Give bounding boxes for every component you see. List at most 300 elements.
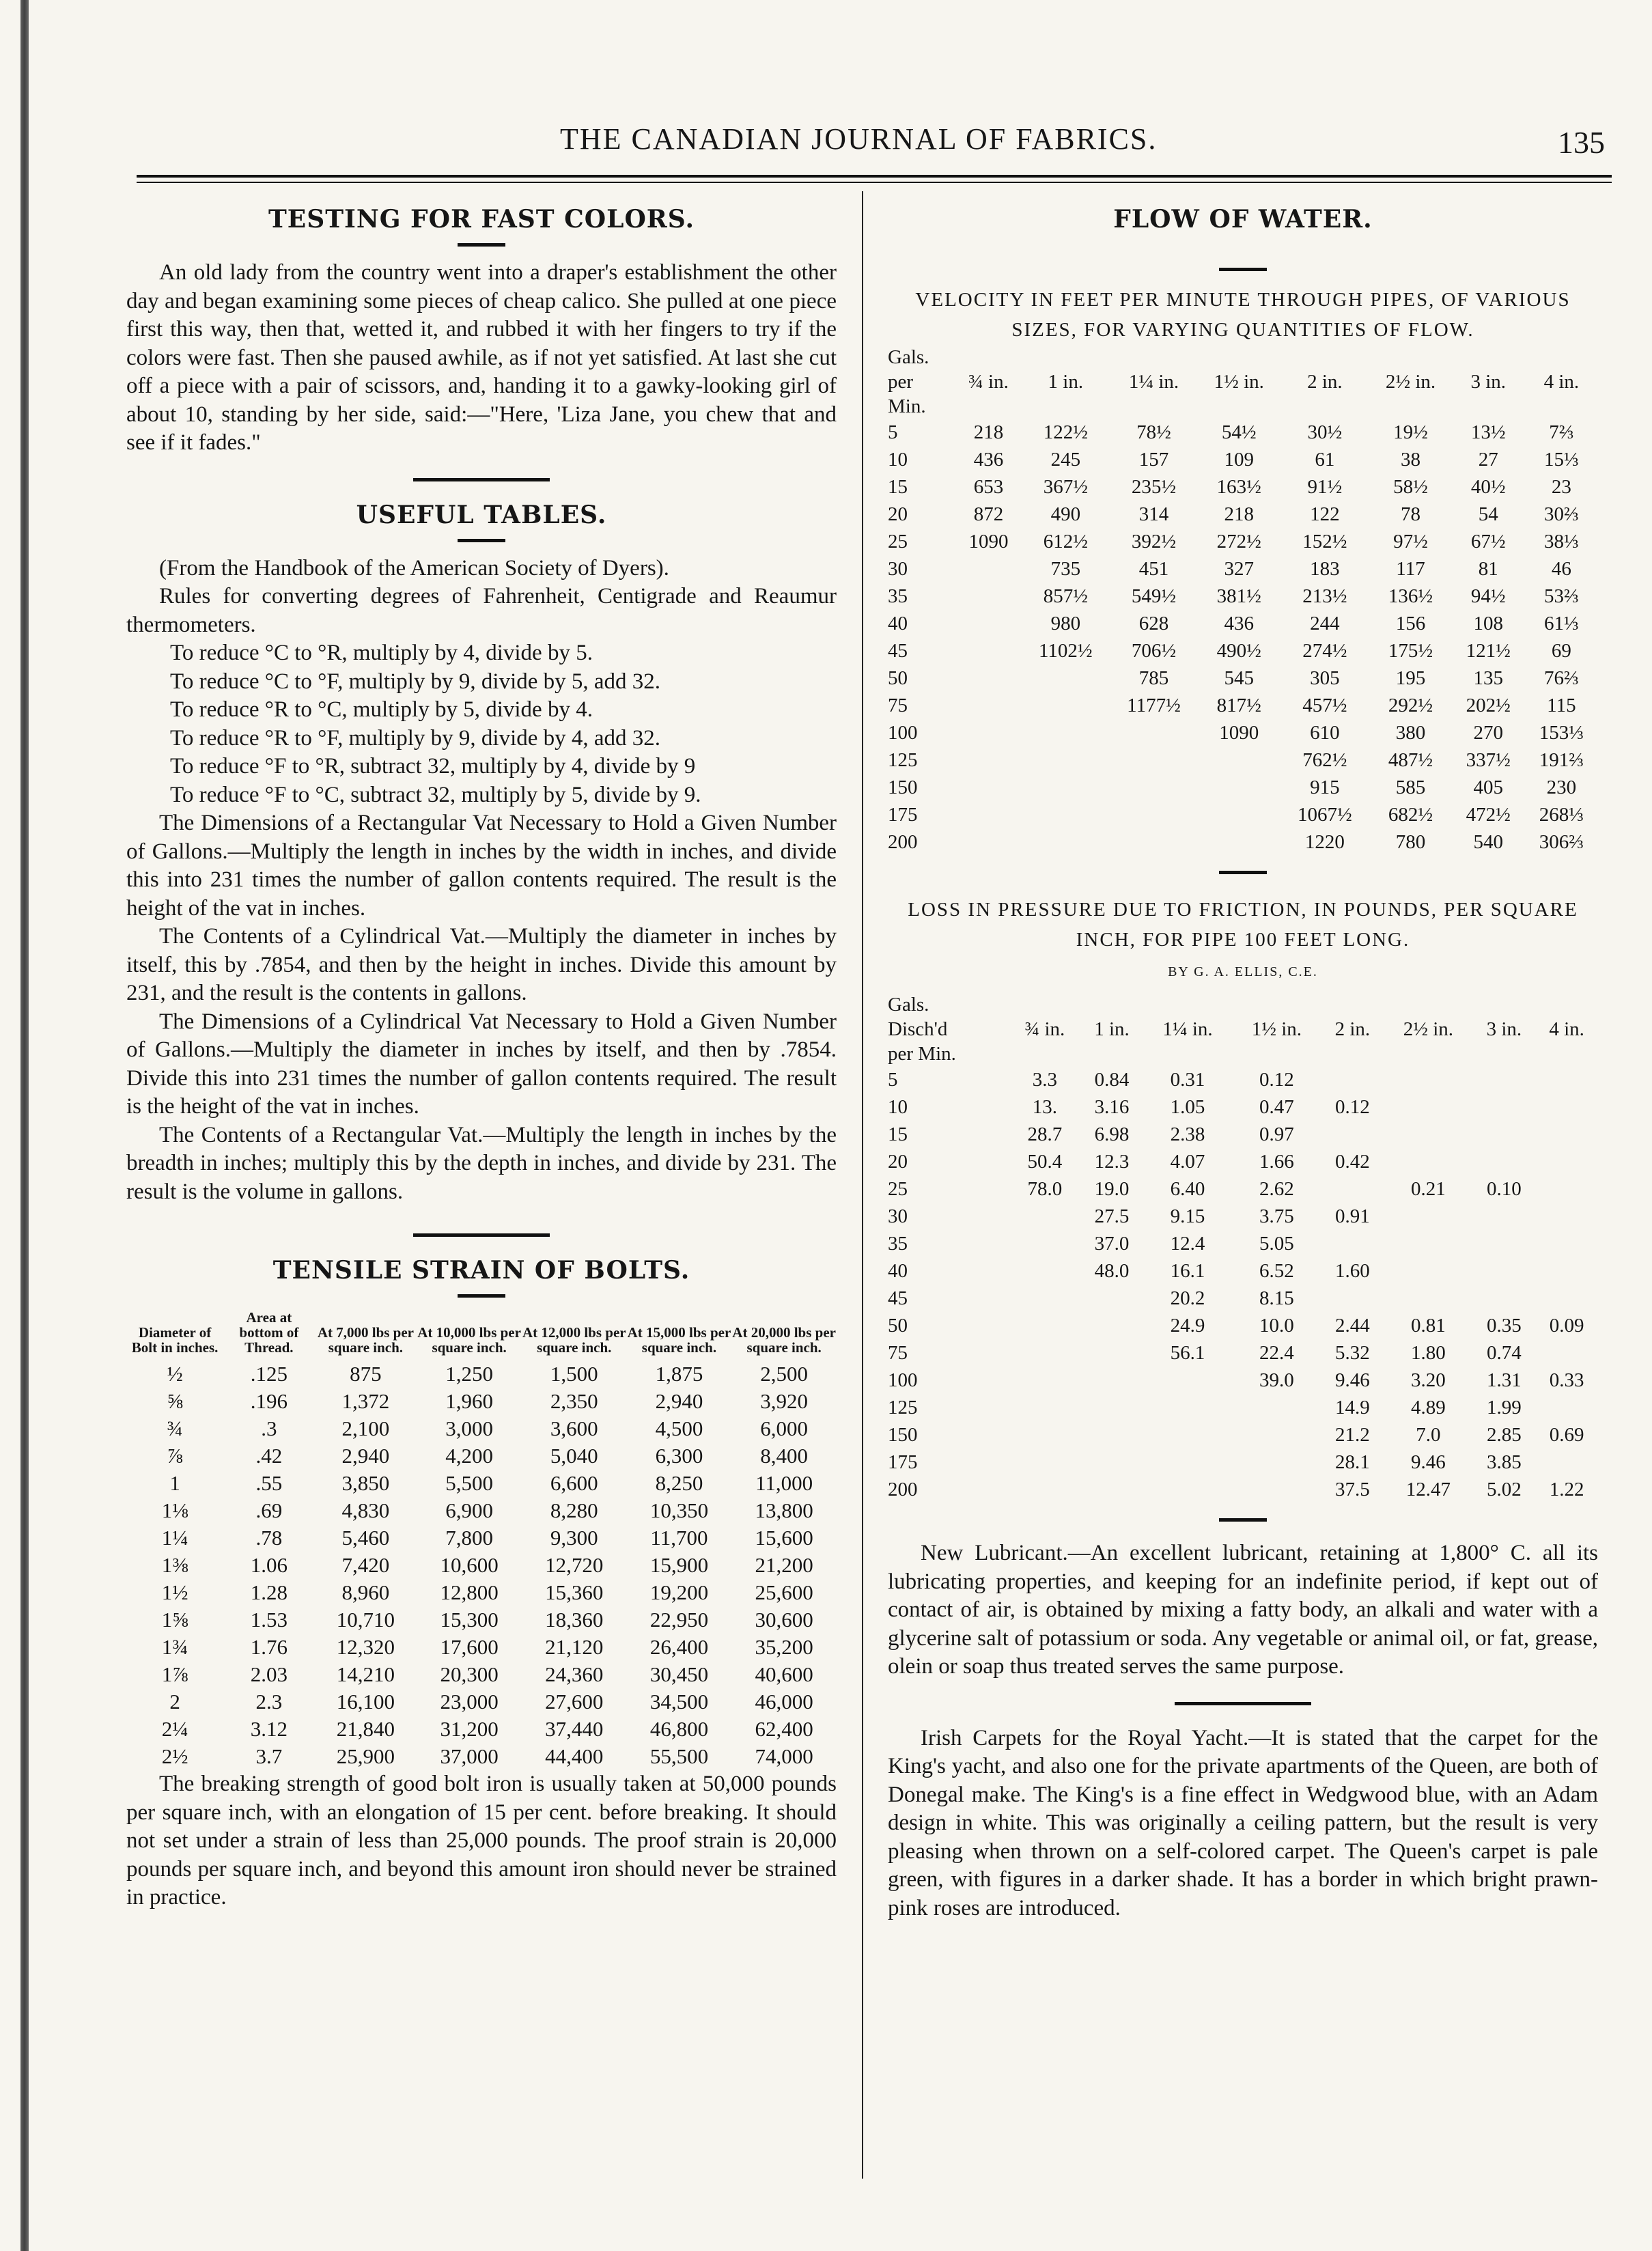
bolt-cell: 10,600	[440, 1553, 499, 1577]
bolt-cell: 4,500	[655, 1416, 703, 1440]
loss-row	[888, 1476, 1598, 1503]
loss-cell: 14.9	[1334, 1397, 1370, 1418]
flow-cell: 30½	[1307, 421, 1343, 443]
bolt-cell: 7,420	[341, 1553, 390, 1577]
flow-gallons-cell: 50	[888, 667, 908, 689]
loss-cell: 6.40	[1170, 1178, 1205, 1200]
flow-cell: 1090	[1219, 722, 1259, 744]
loss-cell: 16.1	[1170, 1260, 1205, 1282]
loss-cell	[1384, 1121, 1472, 1148]
loss-cell	[1321, 1285, 1384, 1312]
flow-cell: 108	[1473, 613, 1503, 634]
loss-cell	[1535, 1175, 1598, 1203]
flow-cell: 380	[1395, 722, 1426, 744]
flow-cell	[1022, 692, 1110, 719]
title-dash	[1219, 268, 1267, 271]
flow-cell: 367½	[1043, 476, 1088, 498]
loss-gallons-cell: 35	[888, 1233, 908, 1255]
bolt-cell: 3,850	[341, 1471, 390, 1495]
loss-cell: 3.3	[1032, 1069, 1057, 1091]
testing-article	[126, 205, 837, 458]
loss-row	[888, 1148, 1598, 1175]
loss-cell	[1143, 1367, 1232, 1394]
flow-gallons-cell: 35	[888, 585, 908, 607]
loss-cell: 6.98	[1094, 1123, 1130, 1145]
bolt-cell: 11,000	[755, 1471, 813, 1495]
loss-cell	[1009, 1312, 1081, 1339]
flow-cell: 218	[1224, 503, 1254, 525]
loss-cell	[1143, 1449, 1232, 1476]
flow-cell: 7⅔	[1549, 421, 1574, 443]
bolt-col-header: At 10,000 lbs per square inch.	[417, 1324, 521, 1356]
bolt-cell: 3,600	[550, 1416, 598, 1440]
bolt-cell: 8,400	[760, 1444, 809, 1468]
flow-cell	[955, 746, 1022, 774]
flow-cell: 183	[1310, 558, 1340, 580]
loss-cell	[1321, 1175, 1384, 1203]
loss-cell: 37.0	[1094, 1233, 1130, 1255]
loss-cell: 1.22	[1549, 1479, 1584, 1500]
flow-cell: 706½	[1131, 640, 1177, 662]
loss-cell	[1080, 1394, 1143, 1421]
flow-cell: 585	[1395, 777, 1426, 798]
loss-row	[888, 1394, 1598, 1421]
loss-cell: 5.32	[1334, 1342, 1370, 1364]
flow-cell: 218	[973, 421, 1004, 443]
flow-cell	[1110, 801, 1198, 828]
flow-cell	[1198, 774, 1280, 801]
loss-cell: 0.31	[1170, 1069, 1205, 1091]
loss-cell: 3.85	[1487, 1451, 1522, 1473]
loss-cell	[1080, 1285, 1143, 1312]
loss-size-header	[888, 1017, 1598, 1041]
testing-text: An old lady from the country went into a draper's establishment the other day and began examining some pieces of cheap calico. She pulled at one piece first this way, then that, wetted it, and rubbed it with her fingers to try if the colors were fast. Then she paused awhile, as if not yet satisfied. At last she cut off a piece with a pair of scissors, and, handing it to a gawky-looking girl of about 10, standing by her side, said:—"Here, 'Liza Jane, you chew that and see if it fades."	[126, 260, 837, 455]
loss-row	[888, 1421, 1598, 1449]
flow-cell: 94½	[1470, 585, 1506, 607]
loss-cell	[1009, 1394, 1081, 1421]
flow-cell: 540	[1473, 831, 1503, 853]
loss-cell: 0.97	[1259, 1123, 1294, 1145]
bolt-row	[126, 1716, 837, 1743]
conversion-rule: To reduce °R to °F, multiply by 9, divide by 4, add 32.	[170, 725, 661, 751]
flow-cell: 735	[1050, 558, 1081, 580]
flow-cell	[1022, 665, 1110, 692]
header-rule	[137, 175, 1612, 178]
flow-gallons-cell: 150	[888, 777, 918, 798]
flow-cell	[1022, 828, 1110, 856]
loss-gallons-cell: 5	[888, 1069, 898, 1091]
loss-cell	[1535, 1093, 1598, 1121]
flow-cell	[1022, 801, 1110, 828]
flow-cell: 91½	[1307, 476, 1343, 498]
loss-cell: 3.75	[1259, 1205, 1294, 1227]
bolt-row	[126, 1634, 837, 1661]
flow-row	[888, 419, 1598, 446]
loss-cell: 0.74	[1487, 1342, 1522, 1364]
flow-gallons-cell: 5	[888, 421, 898, 443]
flow-cell	[1198, 828, 1280, 856]
flow-cell: 54	[1478, 503, 1498, 525]
bolt-cell: 10,350	[649, 1498, 709, 1522]
loss-cell: 20.2	[1170, 1287, 1205, 1309]
flow-cell: 202½	[1466, 695, 1511, 716]
flow-cell: 152½	[1302, 531, 1347, 553]
bolt-cell: 6,600	[550, 1471, 598, 1495]
bolt-cell: 15,360	[545, 1580, 604, 1604]
loss-cell: 3.16	[1094, 1096, 1130, 1118]
loss-row	[888, 1203, 1598, 1230]
loss-cell: 2.85	[1487, 1424, 1522, 1446]
flow-cell: 872	[973, 503, 1004, 525]
loss-cell	[1080, 1367, 1143, 1394]
loss-gallons-cell: 125	[888, 1397, 918, 1418]
bolt-cell: 1⅜	[161, 1553, 188, 1577]
loss-cell	[1321, 1066, 1384, 1093]
loss-cell	[1535, 1339, 1598, 1367]
loss-cell	[1009, 1203, 1081, 1230]
loss-cell: 1.99	[1487, 1397, 1522, 1418]
bolt-cell: 3,920	[760, 1389, 809, 1413]
loss-cell: 0.12	[1259, 1069, 1294, 1091]
bolt-cell: 8,960	[341, 1580, 390, 1604]
flow-cell: 69	[1551, 640, 1571, 662]
loss-gallons-cell: 10	[888, 1096, 908, 1118]
loss-gallons-cell: 20	[888, 1151, 908, 1173]
bolt-cell: 1.53	[250, 1608, 288, 1632]
loss-cell: 37.5	[1334, 1479, 1370, 1500]
flow-cell	[1110, 719, 1198, 746]
bolt-col-header: Diameter of Bolt in inches.	[131, 1324, 219, 1356]
useful-source: (From the Handbook of the American Society of Dyers).	[159, 555, 669, 581]
conversion-rule: To reduce °R to °C, multiply by 5, divide by 4.	[170, 697, 593, 722]
loss-row	[888, 1230, 1598, 1257]
flow-cell: 272½	[1216, 531, 1261, 553]
loss-cell: 78.0	[1027, 1178, 1063, 1200]
bolt-cell: 16,100	[336, 1690, 395, 1714]
bolt-cell: 1.76	[250, 1635, 288, 1659]
bolt-cell: 37,000	[440, 1744, 499, 1768]
bolt-row	[126, 1661, 837, 1688]
loss-cell	[1535, 1449, 1598, 1476]
bolt-cell: ⅝	[167, 1389, 183, 1413]
loss-cell: 9.46	[1334, 1369, 1370, 1391]
bolt-cell: 8,280	[550, 1498, 598, 1522]
bolt-cell: 2.03	[250, 1662, 288, 1686]
loss-cell: 0.81	[1411, 1315, 1446, 1337]
loss-cell	[1384, 1093, 1472, 1121]
loss-cell: 7.0	[1416, 1424, 1441, 1446]
flow-size-header: 2½ in.	[1385, 371, 1436, 393]
page-number: 135	[1558, 125, 1605, 160]
flow-cell	[955, 692, 1022, 719]
loss-cell: 1.66	[1259, 1151, 1294, 1173]
flow-row	[888, 719, 1598, 746]
loss-cell	[1232, 1421, 1321, 1449]
loss-size-header: ¾ in.	[1024, 1018, 1065, 1040]
tensile-article	[126, 1256, 837, 1912]
bolt-cell: 5,460	[341, 1526, 390, 1550]
bolt-cell: 1¾	[161, 1635, 188, 1659]
bolt-cell: 22,950	[649, 1608, 709, 1632]
loss-cell: 12.47	[1405, 1479, 1451, 1500]
flow-cell: 490½	[1216, 640, 1261, 662]
loss-cell: 2.44	[1334, 1315, 1370, 1337]
loss-cell: 22.4	[1259, 1342, 1294, 1364]
bolt-row	[126, 1388, 837, 1415]
loss-cell: 19.0	[1094, 1178, 1130, 1200]
loss-row	[888, 1285, 1598, 1312]
loss-cell: 2.38	[1170, 1123, 1205, 1145]
bolt-cell: 30,600	[755, 1608, 813, 1632]
flow-min-row	[888, 394, 1598, 419]
flow-cell: 117	[1396, 558, 1425, 580]
flow-row	[888, 528, 1598, 555]
bolt-cell: 23,000	[440, 1690, 499, 1714]
bolt-cell: 20,300	[440, 1662, 499, 1686]
loss-cell	[1232, 1394, 1321, 1421]
loss-gallons-cell: 50	[888, 1315, 908, 1337]
flow-article	[888, 205, 1598, 856]
loss-cell	[1143, 1421, 1232, 1449]
bolt-cell: 7,800	[445, 1526, 493, 1550]
bolt-cell: 14,210	[336, 1662, 395, 1686]
flow-row	[888, 637, 1598, 665]
flow-cell: 136½	[1388, 585, 1433, 607]
flow-cell: 274½	[1302, 640, 1347, 662]
loss-cell: 1.60	[1334, 1260, 1370, 1282]
flow-min-label: Min.	[888, 395, 926, 417]
loss-cell	[1080, 1339, 1143, 1367]
loss-cell: 4.07	[1170, 1151, 1205, 1173]
flow-cell: 235½	[1131, 476, 1177, 498]
bolt-cell: 15,900	[649, 1553, 709, 1577]
flow-cell: 61⅓	[1544, 613, 1579, 634]
loss-cell	[1384, 1203, 1472, 1230]
flow-cell: 305	[1310, 667, 1340, 689]
bolt-cell: 21,120	[545, 1635, 604, 1659]
bolt-cell: 5,500	[445, 1471, 493, 1495]
bolt-cell: 1¼	[161, 1526, 188, 1550]
loss-cell	[1535, 1203, 1598, 1230]
loss-cell	[1009, 1476, 1081, 1503]
flow-row	[888, 665, 1598, 692]
flow-row	[888, 610, 1598, 637]
flow-gallons-cell: 20	[888, 503, 908, 525]
flow-row	[888, 501, 1598, 528]
flow-gallons-cell: 200	[888, 831, 918, 853]
flow-gals-row	[888, 345, 1598, 369]
bolt-cell: 1	[169, 1471, 180, 1495]
bolt-cell: 1⅝	[161, 1608, 188, 1632]
loss-size-header: 1½ in.	[1251, 1018, 1302, 1040]
bolt-cell: 2,940	[655, 1389, 703, 1413]
loss-row	[888, 1257, 1598, 1285]
bolt-cell: 10,710	[336, 1608, 395, 1632]
flow-cell	[955, 610, 1022, 637]
flow-cell: 785	[1138, 667, 1169, 689]
bolt-cell: 6,000	[760, 1416, 809, 1440]
flow-cell: 270	[1473, 722, 1503, 744]
loss-cell: 5.05	[1259, 1233, 1294, 1255]
bolt-cell: 37,440	[545, 1717, 604, 1741]
flow-cell: 38	[1401, 449, 1421, 471]
loss-table-body	[888, 1066, 1598, 1503]
flow-row	[888, 446, 1598, 473]
flow-table	[888, 345, 1598, 856]
flow-row	[888, 801, 1598, 828]
flow-cell	[1022, 719, 1110, 746]
bolt-cell: 25,900	[336, 1744, 395, 1768]
flow-cell: 76⅔	[1544, 667, 1579, 689]
flow-cell: 327	[1224, 558, 1254, 580]
loss-gallons-cell: 100	[888, 1369, 918, 1391]
flow-cell: 78	[1401, 503, 1421, 525]
bolt-cell: 4,200	[445, 1444, 493, 1468]
flow-cell	[1198, 746, 1280, 774]
flow-cell: 23	[1551, 476, 1571, 498]
bolt-cell: .3	[261, 1416, 277, 1440]
flow-cell	[955, 583, 1022, 610]
flow-cell: 157	[1138, 449, 1169, 471]
loss-cell	[1321, 1121, 1384, 1148]
section-dash	[1219, 871, 1267, 874]
bolt-cell: 31,200	[440, 1717, 499, 1741]
bolt-cell: 2,500	[760, 1362, 809, 1386]
bolt-col-header: At 20,000 lbs per square inch.	[732, 1324, 836, 1356]
flow-cell	[1198, 801, 1280, 828]
bolt-cell: .196	[250, 1389, 288, 1413]
bolt-cell: 24,360	[545, 1662, 604, 1686]
bolt-cell: 62,400	[755, 1717, 813, 1741]
loss-cell	[1009, 1285, 1081, 1312]
bolt-cell: 1,875	[655, 1362, 703, 1386]
loss-cell: 8.15	[1259, 1287, 1294, 1309]
loss-gallons-cell: 200	[888, 1479, 918, 1500]
loss-cell	[1473, 1148, 1536, 1175]
bolt-cell: 12,320	[336, 1635, 395, 1659]
flow-cell	[1110, 774, 1198, 801]
loss-cell: 0.84	[1094, 1069, 1130, 1091]
rect-vat-contents: The Contents of a Rectangular Vat.—Multiply the length in inches by the breadth in inches; multiply this by the depth in inches, and divide by 231. The result is the volume in gallons.	[126, 1122, 837, 1204]
loss-cell: 21.2	[1334, 1424, 1370, 1446]
bolt-col-header: At 12,000 lbs per square inch.	[522, 1324, 626, 1356]
header-rule-thin	[137, 182, 1612, 183]
flow-cell: 436	[973, 449, 1004, 471]
bolt-cell: 9,300	[550, 1526, 598, 1550]
flow-row	[888, 473, 1598, 501]
bolt-cell: .69	[255, 1498, 283, 1522]
loss-gals-label: Gals.	[888, 994, 929, 1016]
loss-cell: 0.09	[1549, 1315, 1584, 1337]
flow-cell: 451	[1138, 558, 1169, 580]
loss-cell: 0.33	[1549, 1369, 1584, 1391]
flow-cell: 122½	[1043, 421, 1088, 443]
flow-cell: 13½	[1470, 421, 1506, 443]
flow-cell: 610	[1310, 722, 1340, 744]
bolt-cell: 27,600	[545, 1690, 604, 1714]
bolt-cell: 35,200	[755, 1635, 813, 1659]
flow-cell: 915	[1310, 777, 1340, 798]
bolt-cell: 12,720	[545, 1553, 604, 1577]
flow-cell	[1110, 746, 1198, 774]
flow-cell	[955, 555, 1022, 583]
flow-table-body	[888, 419, 1598, 856]
bolt-col-header: At 15,000 lbs per square inch.	[627, 1324, 731, 1356]
loss-cell: 0.91	[1334, 1205, 1370, 1227]
column-divider	[862, 191, 863, 2179]
flow-cell: 1220	[1304, 831, 1345, 853]
flow-gallons-cell: 10	[888, 449, 908, 471]
loss-cell: 28.1	[1334, 1451, 1370, 1473]
flow-cell: 487½	[1388, 749, 1433, 771]
loss-cell: 5.02	[1487, 1479, 1522, 1500]
loss-cell	[1473, 1230, 1536, 1257]
flow-cell	[955, 828, 1022, 856]
bolt-cell: 1,372	[341, 1389, 390, 1413]
loss-gallons-cell: 15	[888, 1123, 908, 1145]
loss-cell: 9.46	[1411, 1451, 1446, 1473]
loss-cell: 12.4	[1170, 1233, 1205, 1255]
flow-cell: 762½	[1302, 749, 1347, 771]
flow-cell: 292½	[1388, 695, 1433, 716]
loss-cell	[1473, 1257, 1536, 1285]
flow-cell: 121½	[1466, 640, 1511, 662]
flow-gallons-cell: 125	[888, 749, 918, 771]
flow-cell: 61	[1315, 449, 1335, 471]
flow-cell: 817½	[1216, 695, 1261, 716]
bolt-cell: 2¼	[161, 1717, 188, 1741]
flow-cell: 457½	[1302, 695, 1347, 716]
flow-cell	[1022, 746, 1110, 774]
bolt-cell: 26,400	[649, 1635, 709, 1659]
bolt-cell: 2,350	[550, 1389, 598, 1413]
flow-cell: 245	[1050, 449, 1081, 471]
loss-cell	[1321, 1230, 1384, 1257]
loss-cell	[1535, 1148, 1598, 1175]
cyl-vat-contents: The Contents of a Cylindrical Vat.—Multiply the diameter in inches by itself, this by .7854, and then by the height in inches. Divide this amount by 231, and the result is the contents in gallons.	[126, 924, 837, 1005]
flow-cell: 1067½	[1298, 804, 1352, 826]
loss-cell: 56.1	[1170, 1342, 1205, 1364]
flow-cell: 163½	[1216, 476, 1261, 498]
loss-cell: 6.52	[1259, 1260, 1294, 1282]
loss-cell	[1009, 1339, 1081, 1367]
bolt-row	[126, 1579, 837, 1606]
flow-gals-label: Gals.	[888, 346, 929, 368]
bolt-cell: ¾	[167, 1416, 183, 1440]
bolt-cell: 18,360	[545, 1608, 604, 1632]
loss-cell	[1384, 1148, 1472, 1175]
flow-gallons-cell: 100	[888, 722, 918, 744]
loss-cell	[1473, 1285, 1536, 1312]
loss-cell	[1009, 1230, 1081, 1257]
loss-cell	[1009, 1421, 1081, 1449]
bolt-cell: 15,600	[755, 1526, 813, 1550]
loss-cell: 4.89	[1411, 1397, 1446, 1418]
bolt-cell: 2,100	[341, 1416, 390, 1440]
bolt-col-header: Area at bottom of Thread.	[239, 1309, 299, 1356]
flow-cell: 67½	[1470, 531, 1506, 553]
loss-cell	[1080, 1312, 1143, 1339]
loss-cell	[1384, 1285, 1472, 1312]
loss-disch-label: Disch'd	[888, 1018, 948, 1040]
bolt-row	[126, 1497, 837, 1524]
loss-gallons-cell: 40	[888, 1260, 908, 1282]
flow-cell: 337½	[1466, 749, 1511, 771]
bolt-cell: 5,040	[550, 1444, 598, 1468]
flow-cell: 15⅓	[1544, 449, 1579, 471]
flow-row	[888, 746, 1598, 774]
bolt-cell: 6,300	[655, 1444, 703, 1468]
